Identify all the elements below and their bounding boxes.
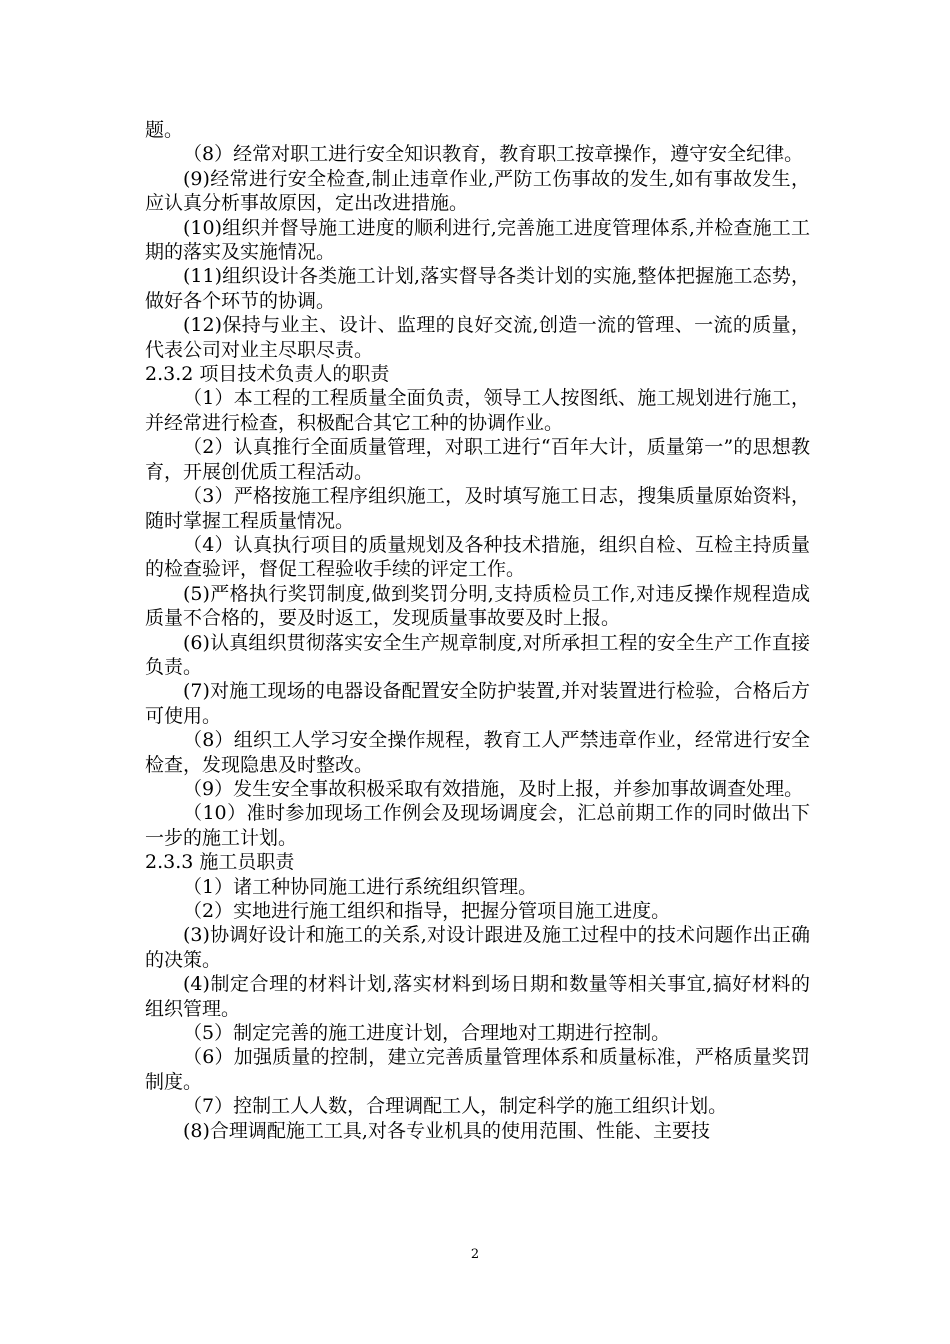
- paragraph: （4）认真执行项目的质量规划及各种技术措施，组织自检、互检主持质量的检查验评，督促工程验收手续的评定工作。: [145, 533, 810, 581]
- paragraph: （7）控制工人人数，合理调配工人，制定科学的施工组织计划。: [183, 1095, 728, 1118]
- paragraph: （5）制定完善的施工进度计划，合理地对工期进行控制。: [183, 1022, 671, 1045]
- paragraph: （2）认真推行全面质量管理，对职工进行“百年大计，质量第一”的思想教育，开展创优质工程活动。: [145, 436, 810, 483]
- section-heading: 2.3.3 施工员职责: [145, 851, 295, 874]
- paragraph: (10)组织并督导施工进度的顺利进行,完善施工进度管理体系,并检查施工工期的落实及实施情况。: [145, 216, 810, 264]
- paragraph: （8）经常对职工进行安全知识教育，教育职工按章操作，遵守安全纪律。: [183, 143, 804, 166]
- paragraph: （8）组织工人学习安全操作规程，教育工人严禁违章作业，经常进行安全检查，发现隐患及时整改。: [145, 729, 810, 776]
- paragraph: （6）加强质量的控制，建立完善质量管理体系和质量标准，严格质量奖罚制度。: [145, 1046, 810, 1093]
- paragraph: （1）诸工种协同施工进行系统组织管理。: [183, 875, 538, 898]
- paragraph: (8)合理调配施工工具,对各专业机具的使用范围、性能、主要技: [183, 1119, 710, 1142]
- section-heading: 2.3.2 项目技术负责人的职责: [145, 363, 390, 386]
- paragraph: （9）发生安全事故积极采取有效措施，及时上报，并参加事故调查处理。: [183, 777, 804, 800]
- paragraph: 题。: [145, 119, 184, 141]
- paragraph: （1）本工程的工程质量全面负责，领导工人按图纸、施工规划进行施工，并经常进行检查，积极配合其它工种的协调作业。: [145, 387, 810, 434]
- paragraph: (9)经常进行安全检查,制止违章作业,严防工伤事故的发生,如有事故发生，应认真分析事故原因，定出改进措施。: [145, 167, 810, 215]
- paragraph: (4)制定合理的材料计划,落实材料到场日期和数量等相关事宜,搞好材料的组织管理。: [145, 973, 810, 1020]
- paragraph: (3)协调好设计和施工的关系,对设计跟进及施工过程中的技术问题作出正确的决策。: [145, 924, 810, 971]
- paragraph: (12)保持与业主、设计、监理的良好交流,创造一流的管理、一流的质量，代表公司对业主尽职尽责。: [145, 314, 810, 361]
- paragraph: （10）准时参加现场工作例会及现场调度会，汇总前期工作的同时做出下一步的施工计划。: [145, 802, 810, 849]
- paragraph: （3）严格按施工程序组织施工，及时填写施工日志，搜集质量原始资料，随时掌握工程质量情况。: [145, 485, 810, 532]
- paragraph: (5)严格执行奖罚制度,做到奖罚分明,支持质检员工作,对违反操作规程造成质量不合格的，要及时返工，发现质量事故要及时上报。: [145, 582, 810, 630]
- paragraph: (6)认真组织贯彻落实安全生产规章制度,对所承担工程的安全生产工作直接负责。: [145, 631, 810, 678]
- paragraph: (11)组织设计各类施工计划,落实督导各类计划的实施,整体把握施工态势，做好各个环节的协调。: [145, 265, 810, 312]
- paragraph: (7)对施工现场的电器设备配置安全防护装置,并对装置进行检验，合格后方可使用。: [145, 680, 810, 727]
- page-body: [145, 118, 810, 1143]
- page-number: 2: [470, 1247, 480, 1262]
- paragraph: （2）实地进行施工组织和指导，把握分管项目施工进度。: [183, 900, 671, 922]
